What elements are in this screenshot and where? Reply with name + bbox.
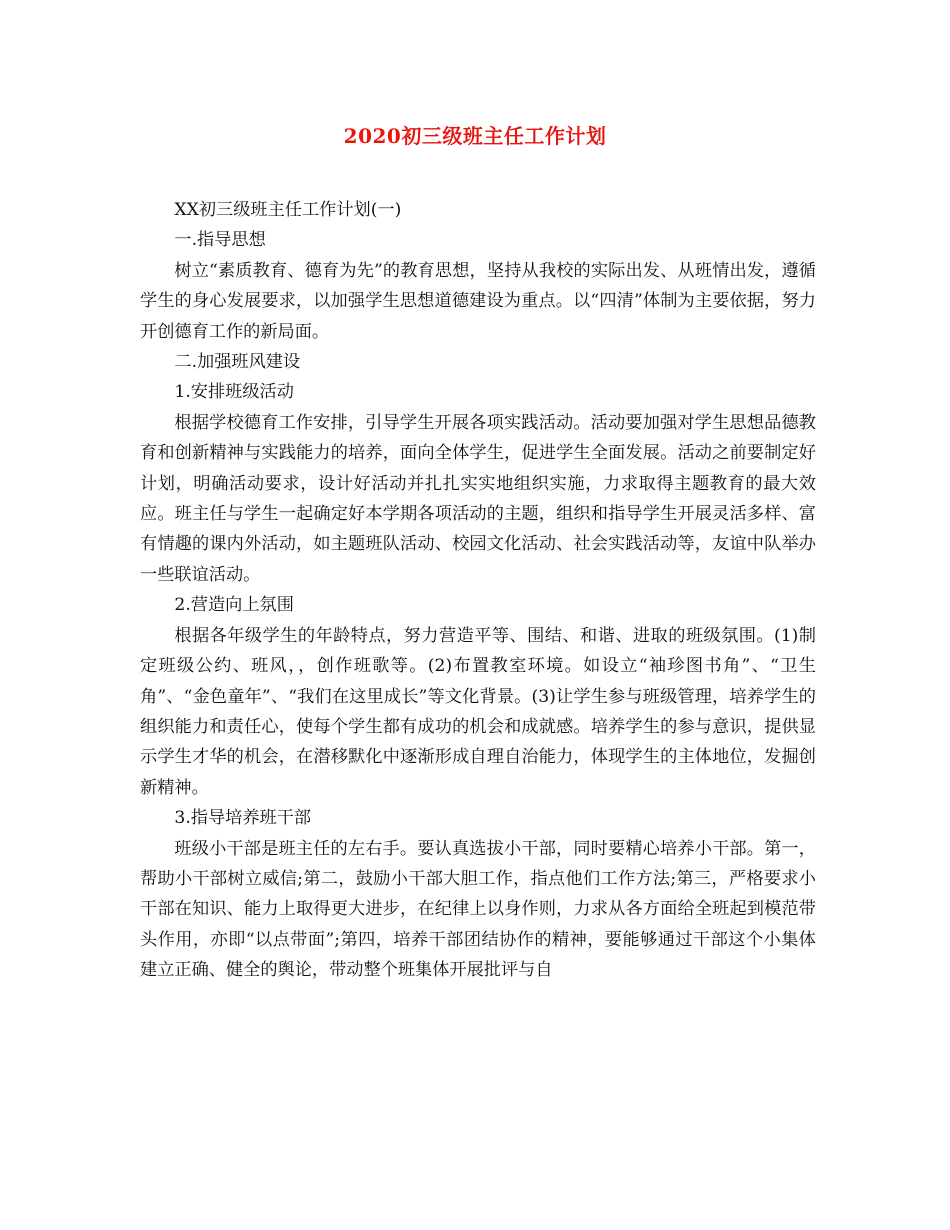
- paragraph-guiding-ideology: 树立“素质教育、德育为先”的教育思想，坚持从我校的实际出发、从班情出发，遵循学生的身心发展要求，以加强学生思想道德建设为重点。以“四清”体制为主要依据，努力开创德育工作的新局面。: [140, 260, 816, 342]
- document-title: 2020初三级班主任工作计划: [343, 124, 607, 148]
- subheading-class-activities: 1.安排班级活动: [174, 382, 294, 403]
- paragraph-atmosphere: 根据各年级学生的年龄特点，努力营造平等、围结、和谐、进取的班级氛围。(1)制定班级公约、班风，，创作班歌等。(2)布置教室环境。如设立“袖珍图书角”、“卫生角”、“金色童年”、“我们在这里成长”等文化背景。(3)让学生参与班级管理，培养学生的组织能力和责任心，使每个学生都有成功的机会和成就感。培养学生的参与意识，提供显示学生才华的机会，在潜移默化中逐渐形成自理自治能力，体现学生的主体地位，发掘创新精神。: [140, 625, 816, 798]
- subheading-atmosphere: 2.营造向上氛围: [174, 595, 294, 616]
- section-heading-class-style: 二.加强班风建设: [174, 352, 301, 373]
- section-heading-guiding-ideology: 一.指导思想: [174, 230, 266, 251]
- plan-subtitle: XX初三级班主任工作计划(一): [174, 200, 402, 220]
- document-body: [140, 195, 816, 986]
- paragraph-class-activities: 根据学校德育工作安排，引导学生开展各项实践活动。活动要加强对学生思想品德教育和创新精神与实践能力的培养，面向全体学生，促进学生全面发展。活动之前要制定好计划，明确活动要求，设计好活动并扎扎实实地组织实施，力求取得主题教育的最大效应。班主任与学生一起确定好本学期各项活动的主题，组织和指导学生开展灵活多样、富有情趣的课内外活动，如主题班队活动、校园文化活动、社会实践活动等，友谊中队举办一些联谊活动。: [140, 412, 816, 585]
- subheading-class-cadres: 3.指导培养班干部: [174, 808, 312, 829]
- paragraph-class-cadres: 班级小干部是班主任的左右手。要认真选拔小干部，同时要精心培养小干部。第一，帮助小干部树立威信;第二，鼓励小干部大胆工作，指点他们工作方法;第三，严格要求小干部在知识、能力上取得更大进步，在纪律上以身作则，力求从各方面给全班起到模范带头作用，亦即“以点带面”;第四，培养干部团结协作的精神，要能够通过干部这个小集体建立正确、健全的舆论，带动整个班集体开展批评与自: [140, 838, 816, 981]
